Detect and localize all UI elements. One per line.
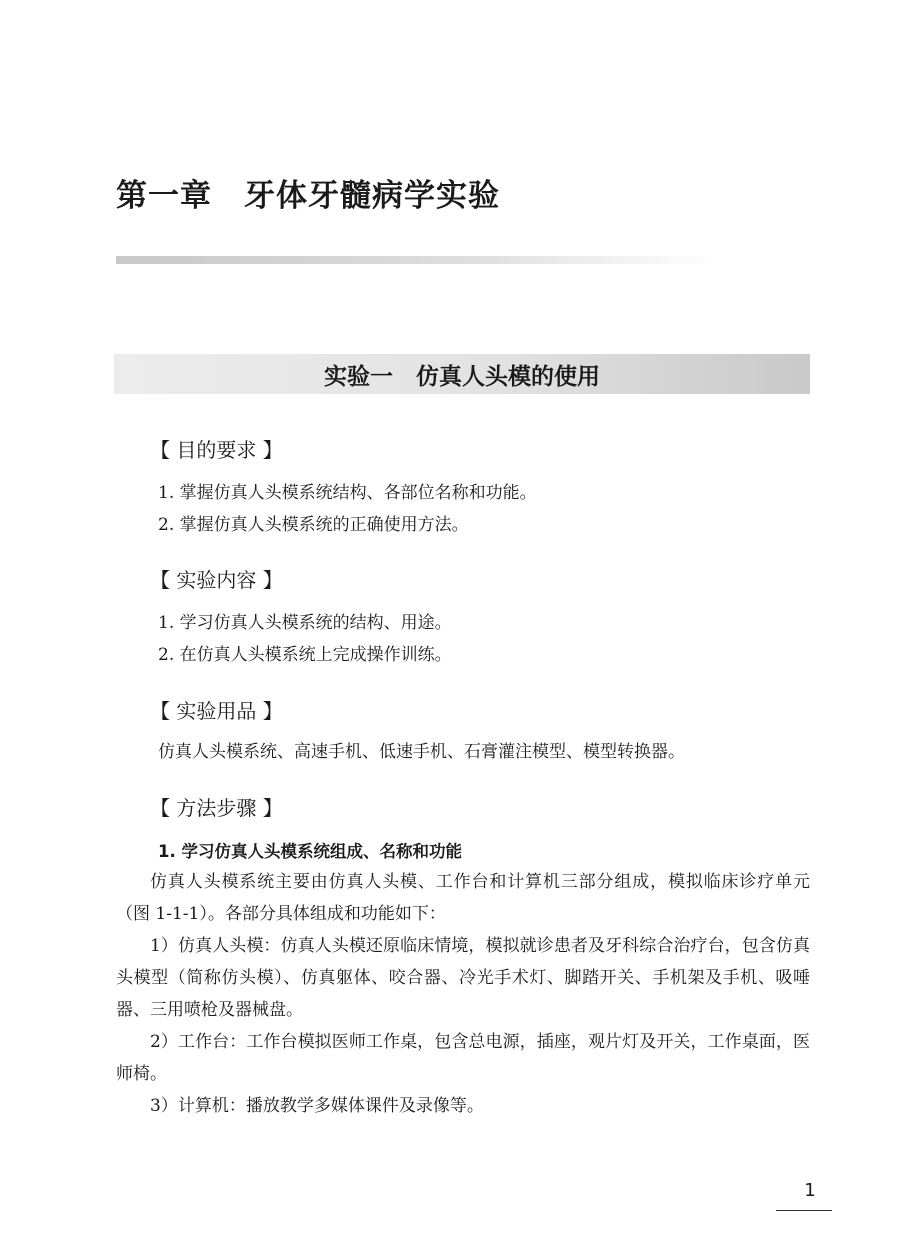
experiment-banner: [114, 354, 810, 394]
chapter-title: 第一章 牙体牙髓病学实验: [116, 178, 500, 214]
page-number: 1: [804, 1180, 816, 1201]
method-paragraph-3: 2）工作台：工作台模拟医师工作桌，包含总电源，插座，观片灯及开关，工作桌面，医师椅。: [116, 1032, 810, 1084]
section-heading-content: 【 实验内容 】: [150, 568, 283, 592]
step1-title: 1. 学习仿真人头模系统组成、名称和功能: [158, 842, 462, 861]
method-paragraph-1: 仿真人头模系统主要由仿真人头模、工作台和计算机三部分组成，模拟临床诊疗单元（图 1-1-1）。各部分具体组成和功能如下：: [116, 872, 810, 924]
section-heading-purpose: 【 目的要求 】: [150, 438, 283, 462]
experiment-title: 实验一 仿真人头模的使用: [324, 362, 600, 390]
chapter-divider: [116, 256, 716, 264]
method-paragraph-2: 1）仿真人头模：仿真人头模还原临床情境，模拟就诊患者及牙科综合治疗台，包含仿真头模型（简称仿头模）、仿真躯体、咬合器、冷光手术灯、脚踏开关、手机架及手机、吸唾器、三用喷枪及器械盘。: [116, 936, 810, 1020]
content-item-1: 1. 学习仿真人头模系统的结构、用途。: [158, 613, 452, 633]
supplies-text: 仿真人头模系统、高速手机、低速手机、石膏灌注模型、模型转换器。: [158, 742, 685, 762]
page-number-rule: [776, 1210, 832, 1211]
purpose-item-1: 1. 掌握仿真人头模系统结构、各部位名称和功能。: [158, 483, 537, 503]
method-paragraph-4: 3）计算机：播放教学多媒体课件及录像等。: [150, 1096, 484, 1116]
content-item-2: 2. 在仿真人头模系统上完成操作训练。: [158, 645, 452, 665]
section-heading-supplies: 【 实验用品 】: [150, 699, 283, 723]
section-heading-methods: 【 方法步骤 】: [150, 796, 283, 820]
purpose-item-2: 2. 掌握仿真人头模系统的正确使用方法。: [158, 515, 469, 535]
